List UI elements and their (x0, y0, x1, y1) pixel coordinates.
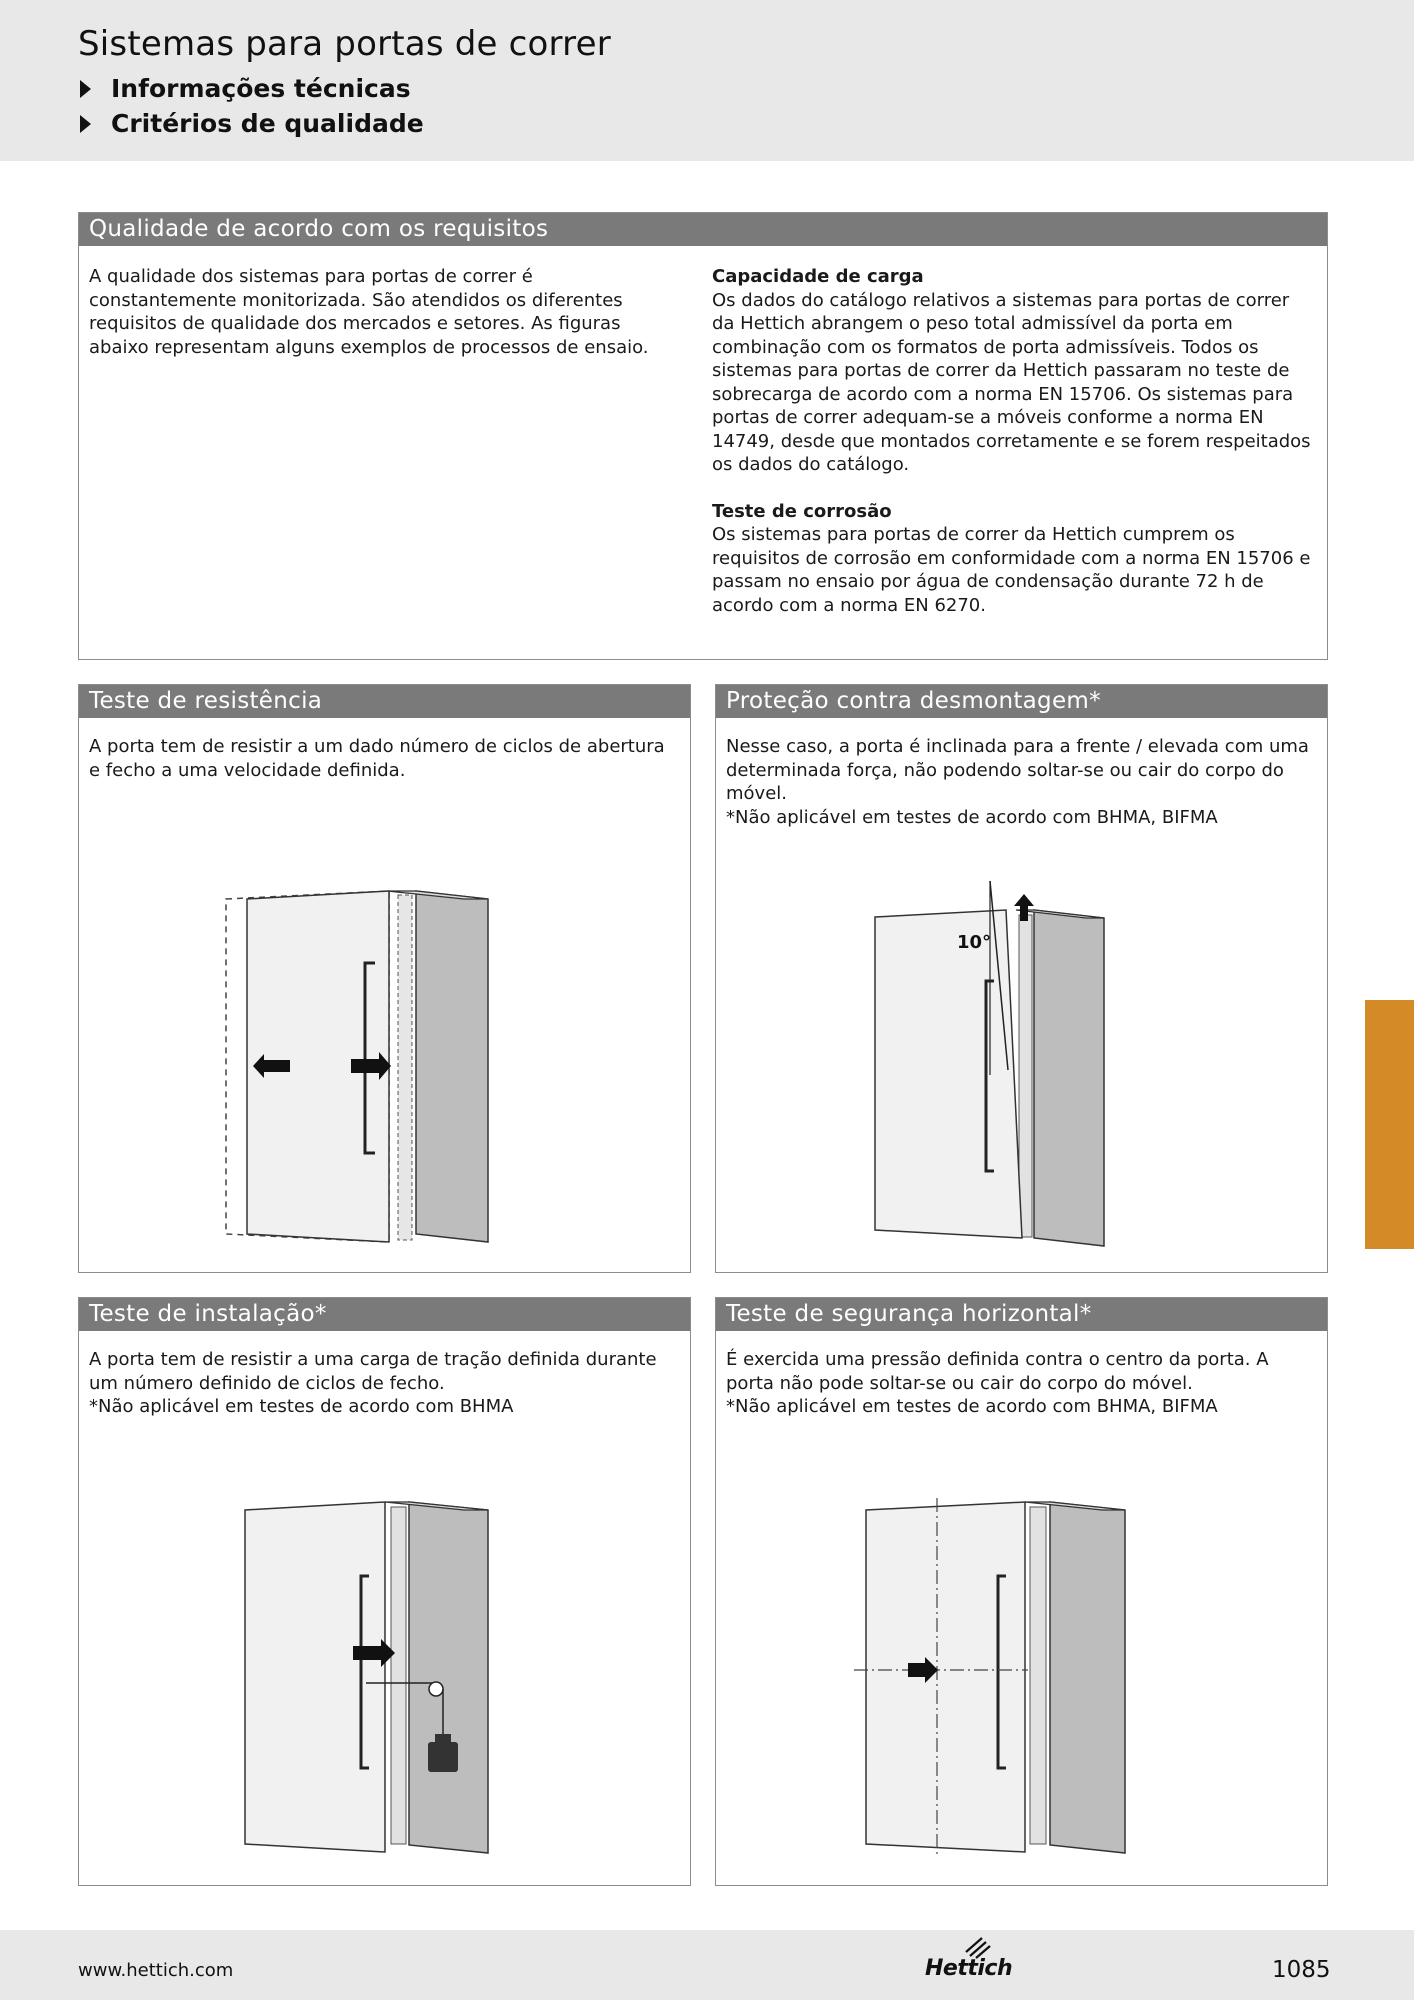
installation-test-text: A porta tem de resistir a uma carga de tração definida durante um número definido de ciclos de fecho. (89, 1349, 657, 1394)
quality-section (78, 212, 1328, 660)
triangle-right-icon (80, 80, 91, 98)
cabinet-edge (391, 1507, 406, 1844)
breadcrumb-item-technical-info[interactable] (80, 74, 411, 103)
weight-top (435, 1734, 451, 1742)
disassembly-protection-note: *Não aplicável em testes de acordo com BHMA, BIFMA (726, 806, 1218, 828)
door (866, 1502, 1025, 1852)
cabinet-side (409, 1502, 488, 1853)
resistance-test-heading: Teste de resistência (79, 685, 690, 718)
quality-intro: A qualidade dos sistemas para portas de correr é constantemente monitorizada. São atendidos os diferentes requisitos de qualidade dos mercados e setores. As figuras abaixo representam alguns exemplos de processos de ensaio. (89, 266, 649, 358)
disassembly-protection-illustration (716, 685, 1329, 1274)
installation-test-heading: Teste de instalação* (79, 1298, 690, 1331)
horizontal-safety-heading: Teste de segurança horizontal* (716, 1298, 1327, 1331)
corrosion-title: Teste de corrosão (712, 500, 892, 522)
installation-test-illustration (79, 1298, 692, 1887)
door (245, 1502, 385, 1852)
resistance-test-text: A porta tem de resistir a um dado número de ciclos de abertura e fecho a uma velocidade definida. (89, 736, 665, 781)
cabinet-edge (1019, 915, 1032, 1237)
cabinet-side (1050, 1502, 1125, 1853)
breadcrumb-item-quality-criteria[interactable] (80, 109, 424, 138)
triangle-right-icon (80, 115, 91, 133)
load-capacity-text: Os dados do catálogo relativos a sistemas para portas de correr da Hettich abrangem o peso total admissível da porta em combinação com os formatos de porta admissíveis. Todos os sistemas para portas de correr da Hettich passaram no teste de sobrecarga de acordo com a norma EN 15706. Os sistemas para portas de correr adequam-se a móveis conforme a norma EN 14749, desde que montados corretamente e se forem respeitados os dados do catálogo. (712, 289, 1311, 475)
footer-website-link[interactable]: www.hettich.com (78, 1960, 234, 1981)
weight-icon (428, 1742, 458, 1772)
corrosion-text: Os sistemas para portas de correr da Hettich cumprem os requisitos de corrosão em conformidade com a norma EN 15706 e passam no ensaio por água de condensação durante 72 h de acordo com a norma EN 6270. (712, 524, 1311, 616)
page-number: 1085 (1272, 1957, 1331, 1983)
breadcrumb-label: Informações técnicas (111, 74, 411, 103)
disassembly-protection-section (715, 684, 1328, 1273)
cabinet-side (1034, 910, 1104, 1246)
cabinet-edge (398, 895, 412, 1240)
resistance-test-section (78, 684, 691, 1273)
pulley (429, 1682, 443, 1696)
hettich-logo-text: Hettich (925, 1956, 1013, 1981)
quality-heading: Qualidade de acordo com os requisitos (79, 213, 1327, 246)
tilt-angle-label: 10° (957, 932, 992, 953)
horizontal-safety-illustration (716, 1298, 1329, 1887)
page-title: Sistemas para portas de correr (78, 24, 611, 64)
breadcrumb-label: Critérios de qualidade (111, 109, 424, 138)
quality-details-column (712, 265, 1312, 617)
resistance-test-illustration (79, 685, 692, 1274)
cabinet-side (416, 891, 488, 1242)
section-color-tab (1365, 1000, 1414, 1249)
horizontal-safety-section (715, 1297, 1328, 1886)
installation-test-section (78, 1297, 691, 1886)
load-capacity-title: Capacidade de carga (712, 266, 924, 287)
disassembly-protection-heading: Proteção contra desmontagem* (716, 685, 1327, 718)
installation-test-note: *Não aplicável em testes de acordo com BHMA (89, 1396, 514, 1417)
cabinet-edge (1030, 1507, 1046, 1844)
quality-intro-column (89, 265, 679, 359)
horizontal-safety-text: É exercida uma pressão definida contra o centro da porta. A porta não pode soltar-se ou cair do corpo do móvel. (726, 1349, 1269, 1394)
door (875, 910, 1022, 1238)
horizontal-safety-note: *Não aplicável em testes de acordo com BHMA, BIFMA (726, 1396, 1218, 1417)
disassembly-protection-text: Nesse caso, a porta é inclinada para a frente / elevada com uma determinada força, não podendo soltar-se ou cair do corpo do móvel. (726, 736, 1309, 804)
